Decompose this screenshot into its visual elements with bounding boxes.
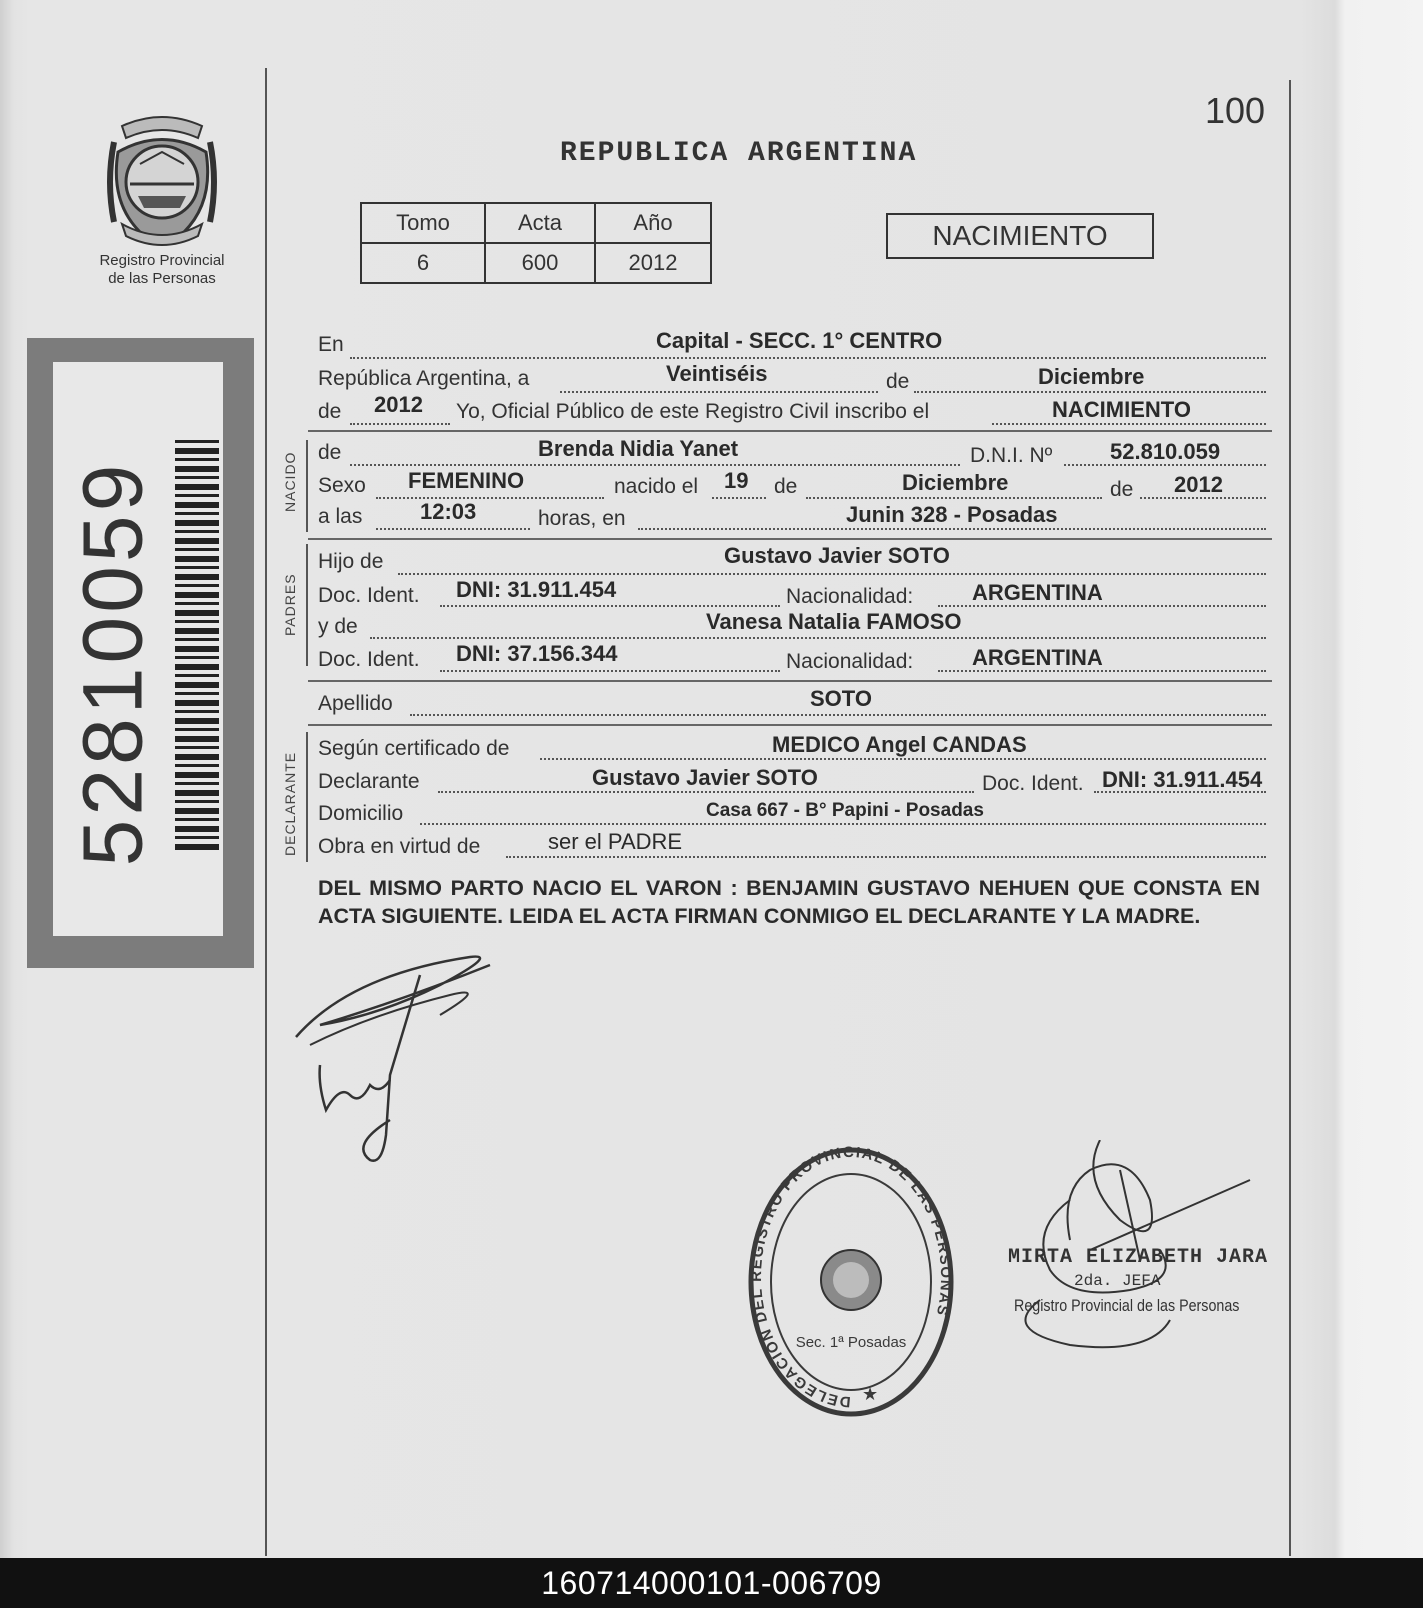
value-birth-day: 19 bbox=[724, 468, 749, 493]
value-act-registered: NACIMIENTO bbox=[1052, 397, 1191, 422]
value-tomo: 6 bbox=[361, 243, 485, 283]
label-apellido: Apellido bbox=[318, 692, 393, 715]
dotted-line bbox=[638, 528, 1266, 530]
value-month: Diciembre bbox=[1038, 364, 1145, 389]
page-number: 100 bbox=[1205, 90, 1266, 131]
value-sexo: FEMENINO bbox=[408, 468, 525, 493]
declarant-signature bbox=[290, 945, 520, 1170]
dotted-line bbox=[398, 573, 1266, 575]
section-separator bbox=[308, 680, 1272, 682]
label-dni: D.N.I. Nº bbox=[970, 444, 1053, 467]
label-mother-nationality: Nacionalidad: bbox=[786, 650, 914, 673]
section-rule bbox=[306, 440, 308, 532]
value-place: Capital - SECC. 1° CENTRO bbox=[656, 328, 943, 353]
label-nacido-el: nacido el bbox=[614, 475, 699, 498]
dotted-line bbox=[440, 670, 780, 672]
stamp-inner-text: Sec. 1ª Posadas bbox=[795, 1334, 907, 1351]
official-name: MIRTA ELIZABETH JARA bbox=[1008, 1246, 1269, 1269]
dotted-line bbox=[350, 357, 1266, 359]
label-en: En bbox=[318, 333, 344, 356]
label-father-nationality: Nacionalidad: bbox=[786, 585, 914, 608]
value-reason: ser el PADRE bbox=[548, 829, 683, 854]
value-birth-time: 12:03 bbox=[420, 499, 477, 524]
section-label-declarante: DECLARANTE bbox=[282, 751, 298, 856]
document-title: REPUBLICA ARGENTINA bbox=[560, 138, 918, 169]
value-year: 2012 bbox=[374, 392, 423, 417]
side-barcode bbox=[175, 440, 219, 850]
header-tomo: Tomo bbox=[361, 203, 485, 243]
value-ano: 2012 bbox=[595, 243, 711, 283]
header-acta: Acta bbox=[485, 203, 595, 243]
label-de-birth-month: de bbox=[774, 475, 798, 498]
label-y-de: y de bbox=[318, 615, 358, 638]
logo-caption bbox=[80, 252, 244, 288]
label-republica: República Argentina, a bbox=[318, 367, 530, 390]
label-de-name: de bbox=[318, 441, 342, 464]
province-coat-of-arms-logo bbox=[100, 112, 224, 248]
label-de-year: de bbox=[318, 400, 342, 423]
label-sexo: Sexo bbox=[318, 474, 366, 497]
dotted-line bbox=[992, 423, 1266, 425]
dotted-line bbox=[438, 791, 974, 793]
logo-caption-line-1: Registro Provincial bbox=[99, 252, 225, 269]
observation-note: DEL MISMO PARTO NACIO EL VARON : BENJAMIN GUSTAVO NEHUEN QUE CONSTA EN ACTA SIGUIENTE. LEIDA EL ACTA FIRMAN CONMIGO EL DECLARANTE Y LA MADRE. bbox=[318, 876, 1260, 928]
value-mother-nationality: ARGENTINA bbox=[972, 645, 1103, 670]
label-declarant-doc: Doc. Ident. bbox=[982, 772, 1084, 795]
section-separator bbox=[308, 430, 1272, 432]
dotted-line bbox=[506, 856, 1266, 858]
dotted-line bbox=[806, 497, 1102, 499]
value-day: Veintiséis bbox=[666, 361, 768, 386]
label-hijo-de: Hijo de bbox=[318, 550, 384, 573]
label-declarante: Declarante bbox=[318, 770, 420, 793]
value-father-nationality: ARGENTINA bbox=[972, 580, 1103, 605]
dotted-line bbox=[560, 391, 878, 393]
stamp-ring-text: DELEGACION DEL REGISTRO PROVINCIAL DE LAS PERSONAS bbox=[748, 1143, 955, 1411]
act-type-badge: NACIMIENTO bbox=[886, 213, 1154, 259]
label-horas-en: horas, en bbox=[538, 507, 626, 530]
value-acta: 600 bbox=[485, 243, 595, 283]
value-surname: SOTO bbox=[810, 686, 872, 711]
left-margin-rule bbox=[265, 68, 267, 1556]
section-label-nacido: NACIDO bbox=[282, 451, 298, 512]
section-rule bbox=[306, 544, 308, 666]
value-father-doc: DNI: 31.911.454 bbox=[456, 577, 617, 602]
id-number-label-inner bbox=[53, 362, 223, 936]
dotted-line bbox=[420, 823, 1266, 825]
value-declarant-doc: DNI: 31.911.454 bbox=[1102, 767, 1263, 792]
record-reference-table bbox=[360, 202, 712, 284]
scan-id-bar: 160714000101-006709 bbox=[0, 1558, 1423, 1608]
official-title: 2da. JEFA bbox=[1074, 1272, 1161, 1290]
id-number-text: 52810059 bbox=[65, 460, 160, 867]
value-address: Casa 667 - B° Papini - Posadas bbox=[706, 800, 984, 821]
value-mother-name: Vanesa Natalia FAMOSO bbox=[706, 609, 962, 634]
dotted-line bbox=[440, 605, 780, 607]
dotted-line bbox=[410, 714, 1266, 716]
label-mother-doc: Doc. Ident. bbox=[318, 648, 420, 671]
value-birth-place: Junin 328 - Posadas bbox=[846, 502, 1058, 527]
official-office: Registro Provincial de las Personas bbox=[1014, 1296, 1240, 1315]
dotted-line bbox=[350, 423, 450, 425]
value-birth-month: Diciembre bbox=[902, 470, 1009, 495]
value-father-name: Gustavo Javier SOTO bbox=[724, 543, 950, 568]
dotted-line bbox=[370, 637, 1266, 639]
value-child-name: Brenda Nidia Yanet bbox=[538, 436, 739, 461]
label-domicilio: Domicilio bbox=[318, 802, 404, 825]
label-inscribo: Yo, Oficial Público de este Registro Civil inscribo el bbox=[456, 400, 930, 423]
id-number-label bbox=[27, 338, 254, 968]
value-declarant-name: Gustavo Javier SOTO bbox=[592, 765, 818, 790]
official-registry-stamp bbox=[744, 1142, 958, 1422]
label-father-doc: Doc. Ident. bbox=[318, 584, 420, 607]
header-ano: Año bbox=[595, 203, 711, 243]
value-certificate: MEDICO Angel CANDAS bbox=[772, 732, 1027, 757]
section-label-padres: PADRES bbox=[282, 573, 298, 636]
right-margin-rule bbox=[1289, 80, 1291, 1556]
dotted-line bbox=[712, 497, 766, 499]
dotted-line bbox=[376, 497, 604, 499]
value-mother-doc: DNI: 37.156.344 bbox=[456, 641, 618, 666]
dotted-line bbox=[914, 391, 1266, 393]
dotted-line bbox=[540, 758, 1266, 760]
label-de-birth-year: de bbox=[1110, 478, 1134, 501]
dotted-line bbox=[376, 528, 530, 530]
label-de-month: de bbox=[886, 370, 910, 393]
dotted-line bbox=[350, 464, 960, 466]
value-birth-year: 2012 bbox=[1174, 472, 1223, 497]
label-a-las: a las bbox=[318, 505, 363, 528]
section-separator bbox=[308, 724, 1272, 726]
section-rule bbox=[306, 732, 308, 862]
label-certificado: Según certificado de bbox=[318, 737, 510, 760]
section-separator bbox=[308, 538, 1272, 540]
value-dni: 52.810.059 bbox=[1110, 439, 1221, 464]
label-obra: Obra en virtud de bbox=[318, 835, 481, 858]
logo-caption-line-2: de las Personas bbox=[108, 270, 216, 287]
stamp-star-icon: ★ bbox=[862, 1384, 879, 1405]
